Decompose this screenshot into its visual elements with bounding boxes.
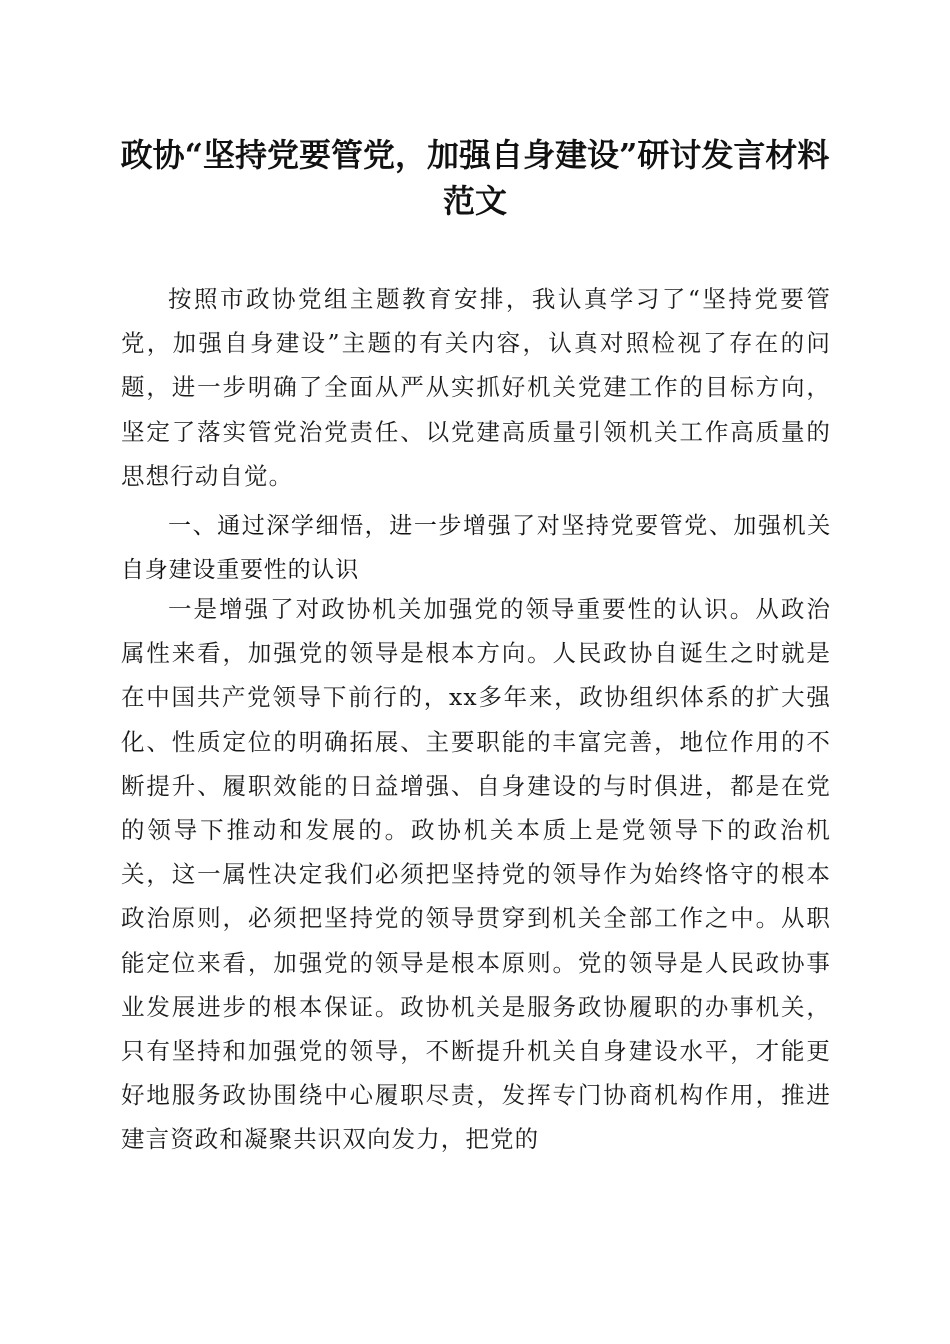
intro-paragraph: 按照市政协党组主题教育安排，我认真学习了“坚持党要管党，加强自身建设”主题的有关内容，认真对照检视了存在的问题，进一步明确了全面从严从实抓好机关党建工作的目标方向，坚定了落实管党治党责任、以党建高质量引领机关工作高质量的思想行动自觉。	[121, 285, 831, 490]
section-heading-1: 一、通过深学细悟，进一步增强了对坚持党要管党、加强机关自身建设重要性的认识	[121, 513, 831, 584]
document-title: 政协“坚持党要管党，加强自身建设”研讨发言材料范文	[120, 136, 830, 220]
body-paragraph-1: 一是增强了对政协机关加强党的领导重要性的认识。从政治属性来看，加强党的领导是根本方向。人民政协自诞生之时就是在中国共产党领导下前行的，xx多年来，政协组织体系的扩大强化、性质定位的明确拓展、主要职能的丰富完善，地位作用的不断提升、履职效能的日益增强、自身建设的与时俱进，都是在党的领导下推动和发展的。政协机关本质上是党领导下的政治机关，这一属性决定我们必须把坚持党的领导作为始终恪守的根本政治原则，必须把坚持党的领导贯穿到机关全部工作之中。从职能定位来看，加强党的领导是根本原则。党的领导是人民政协事业发展进步的根本保证。政协机关是服务政协履职的办事机关，只有坚持和加强党的领导，不断提升机关自身建设水平，才能更好地服务政协围绕中心履职尽责，发挥专门协商机构作用，推进建言资政和凝聚共识双向发力，把党的	[121, 595, 831, 1154]
